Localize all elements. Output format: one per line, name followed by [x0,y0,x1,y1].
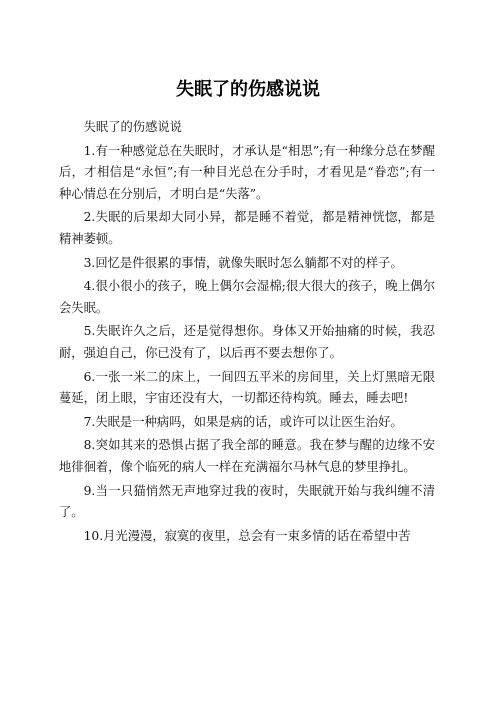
paragraph-9: 9.当一只猫悄然无声地穿过我的夜时，失眠就开始与我纠缠不清了。 [59,483,435,520]
paragraph-10: 10.月光漫漫，寂寞的夜里，总会有一束多情的话在希望中苦 [83,528,411,543]
paragraph-2: 2.失眠的后果却大同小异，都是睡不着觉，都是精神恍惚，都是精神萎顿。 [59,210,435,246]
paragraph-4: 4.很小很小的孩子，晚上偶尔会湿棉;很大很大的孩子，晚上偶尔会失眠。 [59,279,435,315]
paragraph-1: 1.有一种感觉总在失眠时，才承认是“相思”;有一种缘分总在梦醒后，才相信是“永恒”;有一种目光总在分手时，才看见是“眷恋”;有一种心情总在分别后，才明白是“失落”。 [59,143,435,201]
paragraph-7: 7.失眠是一种病吗，如果是病的话，或许可以让医生治好。 [83,414,403,429]
document-body [59,117,435,549]
document-title: 失眠了的伤感说说 [176,79,320,100]
paragraph-5: 5.失眠许久之后，还是觉得想你。身体又开始抽痛的时候，我忍耐，强迫自己，你已没有了，以后再不要去想你了。 [59,324,435,360]
paragraph-6: 6.一张一米二的床上，一间四五平米的房间里，关上灯黑暗无限蔓延，闭上眼，宇宙还没有大，一切都还待构筑。睡去，睡去吧! [59,369,435,406]
paragraph-3: 3.回忆是件很累的事情，就像失眠时怎么躺都不对的样子。 [83,255,403,270]
document-subtitle: 失眠了的伤感说说 [83,120,182,134]
paragraph-8: 8.突如其来的恐惧占据了我全部的睡意。我在梦与醒的边缘不安地徘徊着，像个临死的病人一样在充满福尔马林气息的梦里挣扎。 [59,438,435,474]
